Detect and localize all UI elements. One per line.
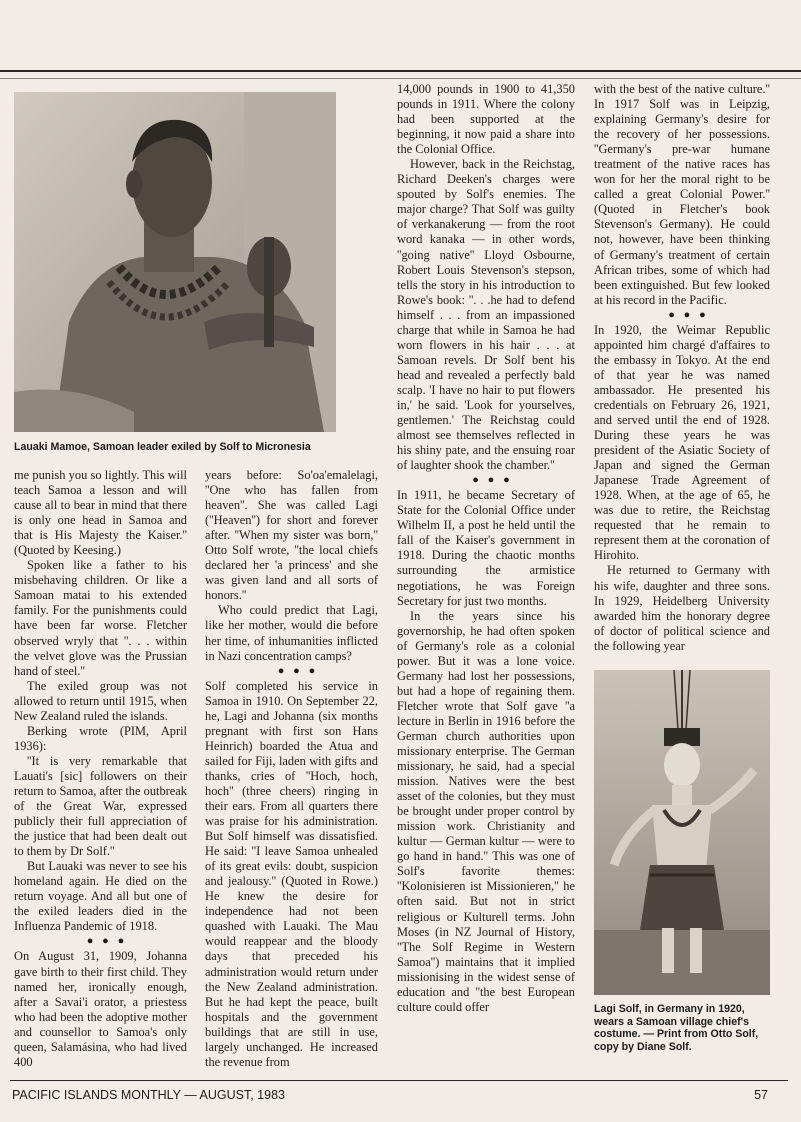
section-break-dots: ● ● ● bbox=[668, 308, 709, 321]
child-costume-illustration bbox=[594, 670, 770, 995]
paragraph: Spoken like a father to his misbehaving children. Or like a Samoan matai to his extended family. For the punishments could have been far worse. Fletcher observed wryly that ''. . . within the velvet glove was the Prussian hand of steel.'' bbox=[14, 558, 187, 678]
paragraph: with the best of the native culture.'' In 1917 Solf was in Leipzig, explaining Germany's desire for the recovery of her possessions. ''Germany's pre-war humane treatment of the native races has won for her the moral right to be called a great Colonial Power.'' (Quoted in Fletcher's book Stevenson's Germany). He could not, however, have been thinking of Germany's treatment of certain African tribes, some of which had been extinguished. But few looked at his record in the Pacific. bbox=[594, 82, 770, 307]
section-break-dots: ● ● ● bbox=[472, 474, 513, 487]
column-3 bbox=[397, 82, 575, 1015]
paragraph: years before: So'oa'emalelagi, ''One who has fallen from heaven''. She was called Lagi (''Heaven'') for short and forever after. ''When my sister was born,'' Otto Solf wrote, ''the local chiefs declared her 'a princess' and she was given land and all sorts of honors.'' bbox=[205, 468, 378, 603]
paragraph: The exiled group was not allowed to return until 1915, when New Zealand ruled the islands. bbox=[14, 678, 187, 723]
section-break-dots: ● ● ● bbox=[277, 664, 319, 677]
section-break-dots: ● ● ● bbox=[86, 935, 128, 948]
photo-lauaki-mamoe bbox=[14, 92, 336, 432]
paragraph: He returned to Germany with his wife, daughter and three sons. In 1929, Heidelberg University awarded him the honorary degree of doctor of political science and the following year bbox=[594, 563, 770, 653]
column-4 bbox=[594, 82, 770, 654]
portrait-illustration bbox=[14, 92, 336, 432]
paragraph: ''It is very remarkable that Lauati's [sic] followers on their return to Samoa, after the outbreak of the Great War, expressed publicly their full appreciation of the justice that had been dealt out to them by Dr Solf.'' bbox=[14, 753, 187, 859]
paragraph: Solf completed his service in Samoa in 1910. On September 22, he, Lagi and Johanna (six months pregnant with first son Hans Heinrich) boarded the Atua and sailed for Fiji, laden with gifts and thanks, cries of ''Hoch, hoch, hoch'' (three cheers) ringing in their ears. From all quarters there was praise for his administration. But Solf himself was dissatisfied. He said: ''I leave Samoa unhealed of its great evils: doubt, suspicion and jealousy.'' (Quoted in Rowe.) He knew the desire for independence had not been quashed with Lauaki. The Mau would reappear and the bloody days that preceded his administration would return under the New Zealand administration. But he had kept the peace, built hospitals and the government buildings that are still in use, largely unchanged. He increased the revenue from bbox=[205, 678, 378, 1069]
paragraph: In the years since his governorship, he had often spoken of Germany's role as a colonial power. But it was a lone voice. Germany had lost her possessions, but had a hope of regaining them. Fletcher wrote that Solf gave ''a lecture in Berlin in 1916 before the German church authorities upon missionary enterprise. The German missionary, he said, had a special mission. Natives were the best asset of the colonies, but they must be brought under proper control by mission work. Christianity and kultur — German kultur — were to go hand in hand.'' This was one of Solf's favorite themes: ''Kolonisieren ist Missionieren,'' he often said. But not in strict religious or Kulturell terms. John Moses (in NZ Journal of History, ''The Solf Regime in Western Samoa'') maintains that it implied missionising in the widest sense of education and ''the best European culture could offer bbox=[397, 608, 575, 1014]
paragraph: In 1911, he became Secretary of State for the Colonial Office under Wilhelm II, a post he held until the fall of the Kaiser's government in 1918. During the chaotic months surrounding the armistice negotiations, he was Foreign Secretary for just two months. bbox=[397, 488, 575, 608]
paragraph: However, back in the Reichstag, Richard Deeken's charges were spouted by Solf's enemies. The major charge? That Solf was guilty of verkanakerung — from the root word kanaka — in other words, ''going native'' Lloyd Osbourne, Robert Louis Stevenson's stepson, tells the story in his introduction to Rowe's book: ''. . .he had to defend himself . . . from an impassioned charge that while in Samoa he had worn flowers in his hair . . . at Samoan revels. Dr Solf bent his head and revealed a perfectly bald scalp. 'I have no hair to put flowers in,' he said. 'Look for yourselves, gentlemen.' The Reichstag could almost see themselves reflected in his shiny pate, and the ensuing roar of laughter shook the chamber.'' bbox=[397, 157, 575, 473]
top-rule-thin bbox=[0, 78, 801, 79]
column-1 bbox=[14, 468, 187, 1070]
photo2-caption: Lagi Solf, in Germany in 1920, wears a Samoan village chief's costume. — Print from Otto Solf, copy by Diane Solf. bbox=[594, 1003, 759, 1053]
paragraph: 14,000 pounds in 1900 to 41,350 pounds in 1911. Where the colony had been supported at the beginning, it now paid a share into the Colonial Office. bbox=[397, 82, 575, 157]
footer-page-number: 57 bbox=[754, 1088, 768, 1102]
paragraph: But Lauaki was never to see his homeland again. He died on the return voyage. And all but one of the exiled leaders died in the Influenza Pandemic of 1918. bbox=[14, 859, 187, 934]
footer-rule bbox=[10, 1080, 788, 1081]
paragraph: In 1920, the Weimar Republic appointed him chargé d'affaires to the embassy in Tokyo. At the end of that year he was named ambassador. He presented his credentials on February 26, 1921, and served until the end of 1928. During these years he was president of the Asiatic Society of Japan and signed the German Japanese Trade Agreement of 1928. When, at the age of 65, he was due to retire, the Reichstag requested that he remain to represent them at the coronation of Hirohito. bbox=[594, 322, 770, 563]
paragraph: me punish you so lightly. This will teach Samoa a lesson and will cause all to bear in mind that there is only one head in Samoa and that is His Majesty the Kaiser.'' (Quoted by Keesing.) bbox=[14, 468, 187, 558]
top-rule bbox=[0, 70, 801, 72]
paragraph: On August 31, 1909, Johanna gave birth to their first child. They named her, ironically enough, after a Savai'i orator, a priestess who had been the adoptive mother and counsellor to Samoa's only queen, Salamásina, who had lived 400 bbox=[14, 949, 187, 1069]
paragraph: Who could predict that Lagi, like her mother, would die before her time, of inhumanities inflicted in Nazi concentration camps? bbox=[205, 603, 378, 663]
paragraph: Berking wrote (PIM, April 1936): bbox=[14, 723, 187, 753]
footer-publication: PACIFIC ISLANDS MONTHLY — AUGUST, 1983 bbox=[12, 1088, 285, 1102]
column-2 bbox=[205, 468, 378, 1070]
photo1-caption: Lauaki Mamoe, Samoan leader exiled by Solf to Micronesia bbox=[14, 441, 311, 453]
photo-lagi-solf bbox=[594, 670, 770, 995]
